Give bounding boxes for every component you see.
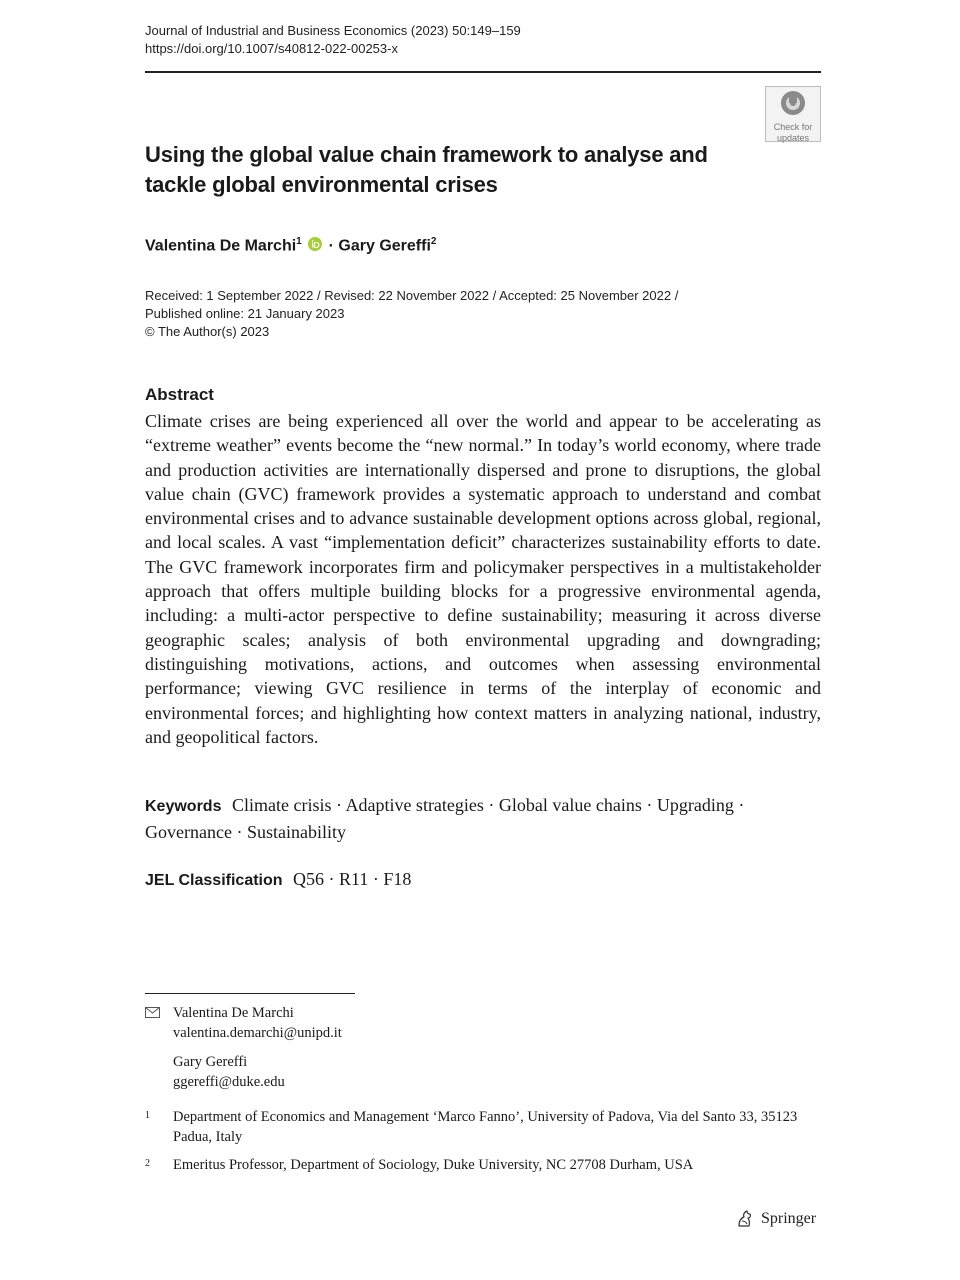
affiliation-text: Department of Economics and Management ‘Marco Fanno’, University of Padova, Via del Santo 33, 35123 Padua, Italy	[173, 1109, 798, 1145]
article-title: Using the global value chain framework to analyse and tackle global environmental crises	[145, 142, 708, 197]
keywords-section	[145, 793, 821, 844]
footnote-divider	[145, 993, 355, 994]
crossmark-icon	[780, 90, 806, 116]
affiliation-number: 1	[145, 1110, 150, 1121]
affiliation-item	[145, 1156, 821, 1176]
affiliation-item	[145, 1108, 821, 1147]
affiliation-text: Emeritus Professor, Department of Sociology, Duke University, NC 27708 Durham, USA	[173, 1157, 694, 1173]
journal-header	[145, 22, 521, 58]
jel-classification-section	[145, 867, 411, 893]
orcid-icon[interactable]	[308, 237, 322, 251]
corresponding-author-name: Valentina De Marchi	[173, 1005, 294, 1021]
publisher-name: Springer	[761, 1210, 817, 1227]
jel-codes: Q56 · R11 · F18	[293, 869, 412, 889]
affiliations-list	[145, 1108, 821, 1185]
jel-label: JEL Classification	[145, 872, 283, 889]
publisher-logo	[735, 1208, 816, 1230]
corresponding-author-email[interactable]: valentina.demarchi@unipd.it	[173, 1024, 342, 1041]
abstract-body: Climate crises are being experienced all over the world and appear to be accelerating as “extreme weather” events become the “new normal.” In today’s world economy, where trade and production activities are internationally dispersed and prone to disruptions, the global value chain (GVC) framework provides a systematic approach to understand and combat environmental crises and to advance sustainable development options across global, regional, and local scales. A vast “implementation deficit” characterizes sustainability efforts to date. The GVC framework incorporates firm and policymaker perspectives in a multistakeholder approach that offers multiple building blocks for a progressive environmental agenda, including: a multi-actor perspective to define sustainability; measuring it across diverse geographic scales; analysis of both environmental upgrading and downgrading; distinguishing motivations, actions, and outcomes when assessing environmental performance; viewing GVC resilience in terms of the interplay of economic and environmental forces; and highlighting how context matters in analyzing national, industry, and geopolitical factors.	[145, 411, 821, 747]
author-affiliation-ref: 2	[430, 236, 437, 247]
affiliation-number: 2	[145, 1158, 150, 1169]
copyright: © The Author(s) 2023	[145, 324, 270, 339]
corresponding-author-name: Gary Gereffi	[173, 1054, 248, 1070]
publication-dates	[145, 287, 678, 341]
author-name[interactable]: Valentina De Marchi	[145, 237, 297, 255]
header-divider	[145, 71, 821, 73]
journal-citation: Journal of Industrial and Business Economics (2023) 50:149–159	[145, 23, 521, 38]
crossmark-label-line1: Check for	[773, 122, 813, 132]
author-name[interactable]: Gary Gereffi	[338, 237, 431, 255]
springer-horse-icon	[735, 1209, 755, 1229]
envelope-icon	[145, 1007, 160, 1018]
published-online: Published online: 21 January 2023	[145, 306, 345, 321]
check-for-updates-badge[interactable]	[765, 86, 821, 142]
author-affiliation-ref: 1	[296, 236, 302, 247]
author-list	[145, 230, 436, 258]
crossmark-label-line2: updates	[776, 133, 810, 143]
corresponding-author	[173, 1004, 342, 1043]
author-separator: ·	[324, 237, 339, 255]
doi-link[interactable]: https://doi.org/10.1007/s40812-022-00253-x	[145, 41, 398, 56]
corresponding-author	[173, 1053, 342, 1092]
received-revised-accepted: Received: 1 September 2022 / Revised: 22 November 2022 / Accepted: 25 November 2022 /	[145, 288, 679, 303]
abstract-heading: Abstract	[145, 385, 214, 404]
corresponding-author-email[interactable]: ggereffi@duke.edu	[173, 1073, 285, 1090]
keywords-list: Climate crisis · Adaptive strategies · Global value chains · Upgrading · Governance · Sustainability	[145, 795, 745, 842]
keywords-label: Keywords	[145, 798, 222, 815]
correspondence-block	[145, 1004, 342, 1092]
